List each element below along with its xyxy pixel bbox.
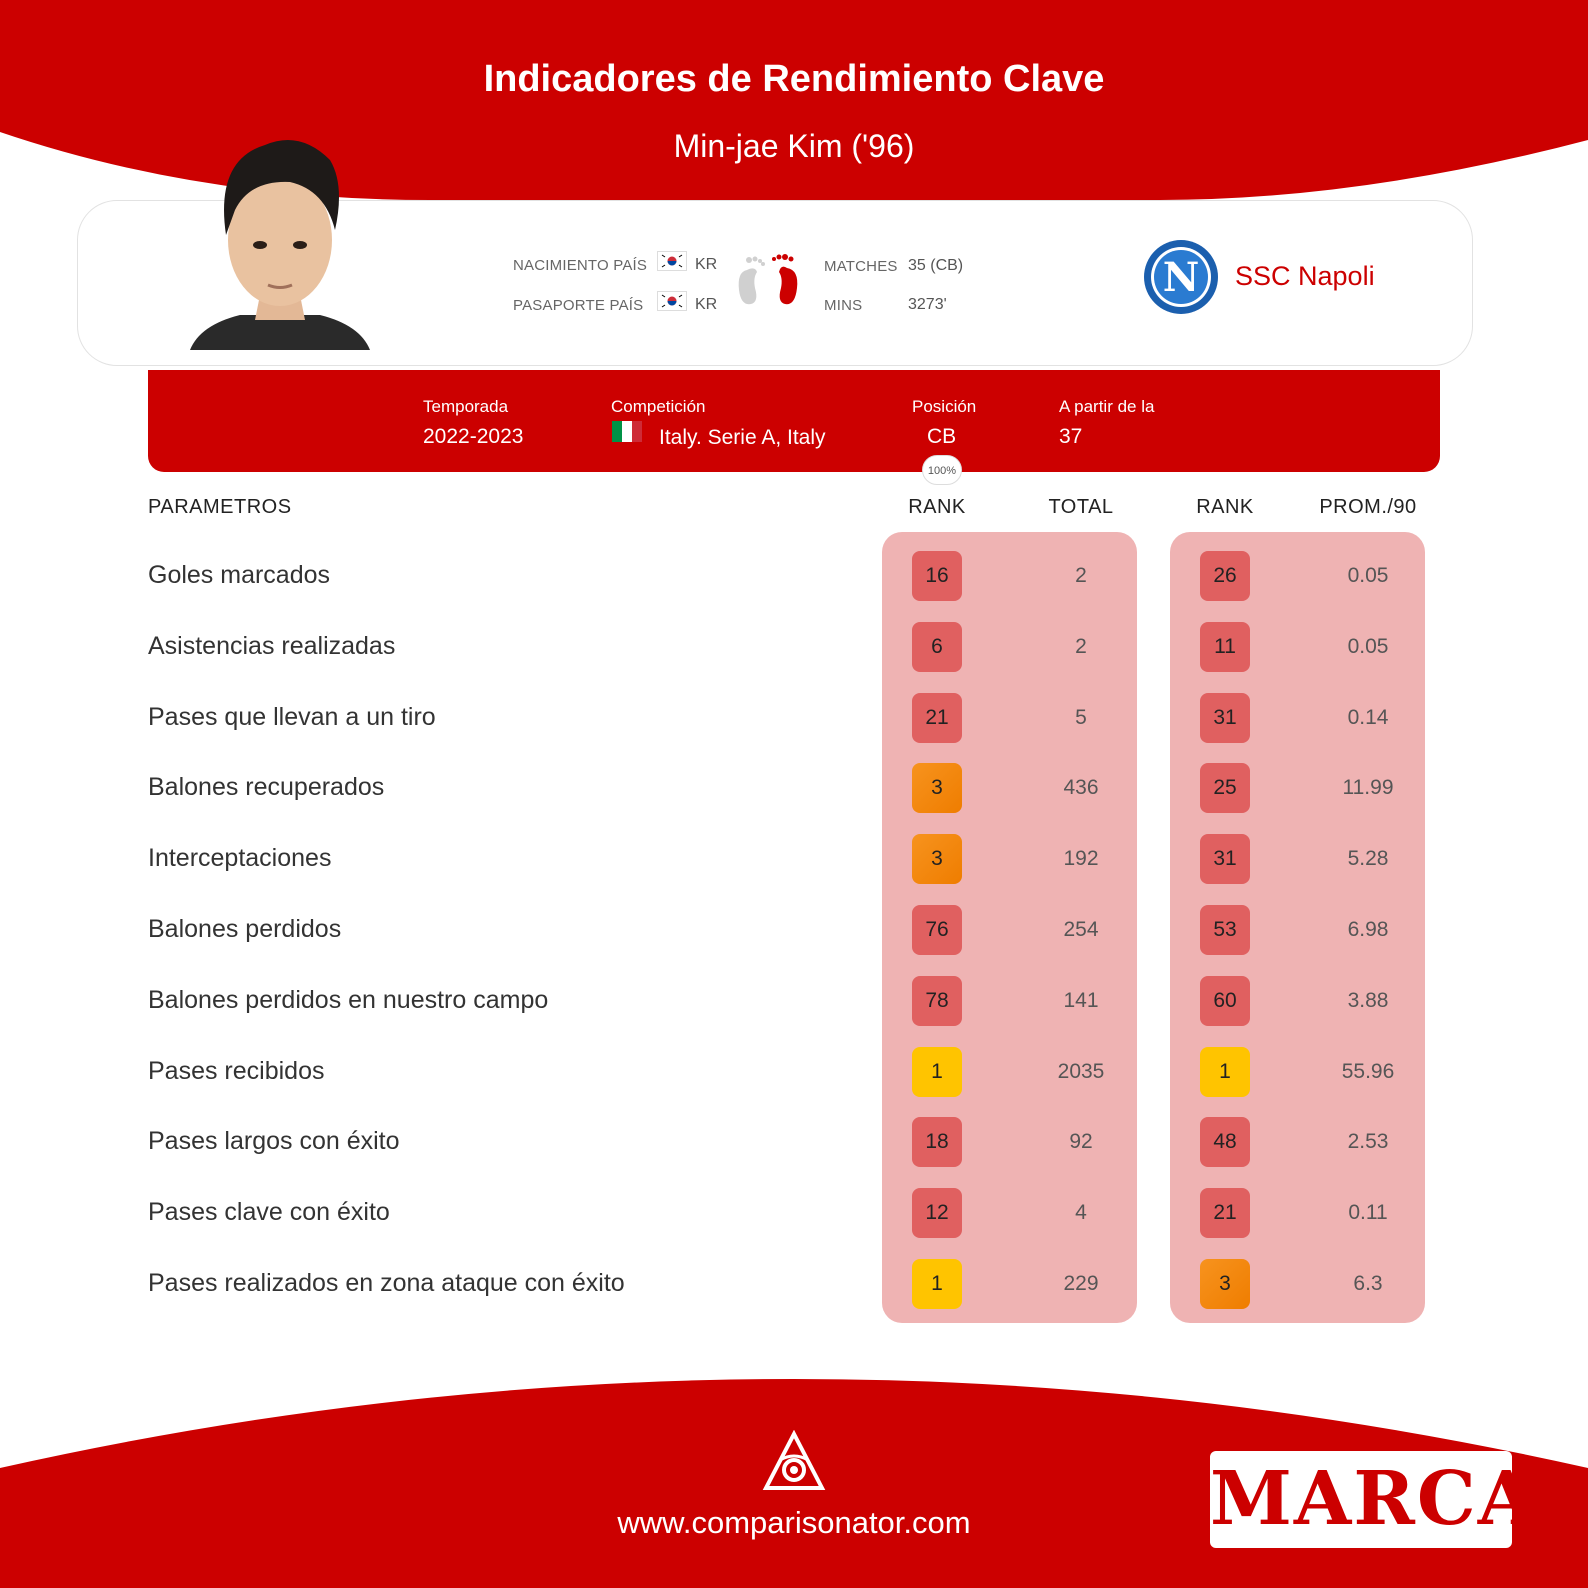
from-value: 37 bbox=[1059, 425, 1083, 448]
header-total: TOTAL bbox=[1048, 496, 1114, 518]
avg-value: 5.28 bbox=[1347, 847, 1389, 871]
avg-value: 55.96 bbox=[1341, 1059, 1395, 1083]
rank-avg-badge: 25 bbox=[1200, 763, 1250, 813]
korea-flag-icon bbox=[657, 251, 687, 271]
header-param: PARAMETROS bbox=[148, 496, 292, 518]
avg-value: 0.14 bbox=[1347, 705, 1389, 729]
season-label: Temporada bbox=[423, 397, 509, 416]
comparisonator-logo-icon bbox=[762, 1430, 826, 1494]
club-logo-icon bbox=[1143, 239, 1219, 315]
passport-country-label: PASAPORTE PAÍS bbox=[513, 297, 644, 314]
row-label: Interceptaciones bbox=[148, 844, 332, 873]
avg-value: 11.99 bbox=[1342, 776, 1394, 800]
rank-avg-badge: 48 bbox=[1200, 1117, 1250, 1167]
total-value: 192 bbox=[1063, 847, 1099, 871]
page-title: Indicadores de Rendimiento Clave bbox=[483, 58, 1105, 100]
row-label: Pases que llevan a un tiro bbox=[148, 702, 436, 731]
club-logo-letter: N bbox=[1162, 254, 1200, 301]
row-label: Goles marcados bbox=[148, 561, 331, 589]
rank-avg-badge: 1 bbox=[1200, 1047, 1250, 1097]
rank-avg-badge: 26 bbox=[1200, 551, 1250, 601]
rank-avg-badge: 3 bbox=[1200, 1259, 1250, 1309]
avg-value: 6.98 bbox=[1347, 918, 1389, 941]
row-label: Balones perdidos bbox=[148, 915, 342, 943]
mins-value: 3273' bbox=[908, 296, 947, 313]
header-rank-avg: RANK bbox=[1196, 496, 1254, 518]
passport-country-code: KR bbox=[695, 296, 718, 313]
avg-value: 2.53 bbox=[1347, 1130, 1389, 1154]
position-percentage-badge: 100% bbox=[922, 455, 962, 485]
rank-total-badge: 3 bbox=[912, 763, 962, 813]
rank-total-badge: 1 bbox=[912, 1047, 962, 1097]
rank-total-badge: 18 bbox=[912, 1117, 962, 1167]
korea-flag-icon bbox=[657, 291, 687, 311]
competition-value: Italy. Serie A, Italy bbox=[659, 426, 826, 449]
avg-value: 0.05 bbox=[1347, 564, 1389, 587]
rank-avg-badge: 53 bbox=[1200, 905, 1250, 955]
total-value: 2 bbox=[1075, 564, 1087, 587]
total-value: 254 bbox=[1063, 918, 1099, 941]
rank-avg-badge: 60 bbox=[1200, 976, 1250, 1026]
rank-total-badge: 16 bbox=[912, 551, 962, 601]
season-value: 2022-2023 bbox=[423, 425, 524, 448]
rank-total-badge: 1 bbox=[912, 1259, 962, 1309]
player-photo bbox=[190, 120, 370, 350]
total-value: 2 bbox=[1075, 634, 1087, 658]
matches-value: 35 (CB) bbox=[908, 257, 964, 274]
birth-country-label: NACIMIENTO PAÍS bbox=[513, 257, 648, 274]
header-rank-total: RANK bbox=[908, 496, 966, 518]
from-label: A partir de la bbox=[1059, 397, 1155, 416]
row-label: Pases clave con éxito bbox=[148, 1198, 390, 1227]
footer-url[interactable]: www.comparisonator.com bbox=[617, 1505, 971, 1540]
avg-value: 0.11 bbox=[1348, 1201, 1388, 1225]
row-label: Balones perdidos en nuestro campo bbox=[148, 985, 549, 1014]
row-label: Asistencias realizadas bbox=[148, 631, 396, 660]
rank-total-badge: 12 bbox=[912, 1188, 962, 1238]
total-value: 4 bbox=[1075, 1201, 1087, 1225]
player-name: Min-jae Kim ('96) bbox=[673, 128, 915, 164]
rank-avg-badge: 21 bbox=[1200, 1188, 1250, 1238]
birth-country-code: KR bbox=[695, 256, 718, 273]
rank-avg-badge: 31 bbox=[1200, 834, 1250, 884]
rank-avg-badge: 11 bbox=[1200, 622, 1250, 672]
context-band bbox=[148, 370, 1440, 472]
avg-value: 3.88 bbox=[1347, 988, 1389, 1012]
avg-value: 0.05 bbox=[1347, 634, 1389, 658]
rank-total-badge: 3 bbox=[912, 834, 962, 884]
mins-label: MINS bbox=[824, 297, 863, 314]
competition-label: Competición bbox=[611, 397, 706, 416]
rank-avg-badge: 31 bbox=[1200, 693, 1250, 743]
total-value: 436 bbox=[1063, 776, 1099, 800]
total-value: 2035 bbox=[1057, 1059, 1105, 1083]
italy-flag-icon bbox=[612, 421, 642, 442]
club-name: SSC Napoli bbox=[1235, 261, 1375, 291]
footedness-icon bbox=[735, 250, 805, 310]
matches-label: MATCHES bbox=[824, 258, 898, 275]
position-label: Posición bbox=[912, 397, 977, 416]
total-value: 229 bbox=[1063, 1272, 1099, 1295]
rank-total-badge: 6 bbox=[912, 622, 962, 672]
row-label: Pases recibidos bbox=[148, 1056, 325, 1085]
total-value: 92 bbox=[1069, 1130, 1093, 1154]
avg-value: 6.3 bbox=[1353, 1272, 1383, 1295]
marca-logo: MARCA bbox=[1210, 1456, 1538, 1542]
header-avg: PROM./90 bbox=[1319, 496, 1417, 518]
position-value: CB bbox=[927, 425, 957, 448]
row-label: Pases realizados en zona ataque con éxito bbox=[148, 1269, 625, 1297]
total-value: 5 bbox=[1075, 705, 1087, 729]
rank-total-badge: 78 bbox=[912, 976, 962, 1026]
row-label: Balones recuperados bbox=[148, 773, 385, 802]
rank-total-badge: 21 bbox=[912, 693, 962, 743]
rank-total-badge: 76 bbox=[912, 905, 962, 955]
row-label: Pases largos con éxito bbox=[148, 1127, 400, 1156]
total-value: 141 bbox=[1063, 988, 1099, 1012]
